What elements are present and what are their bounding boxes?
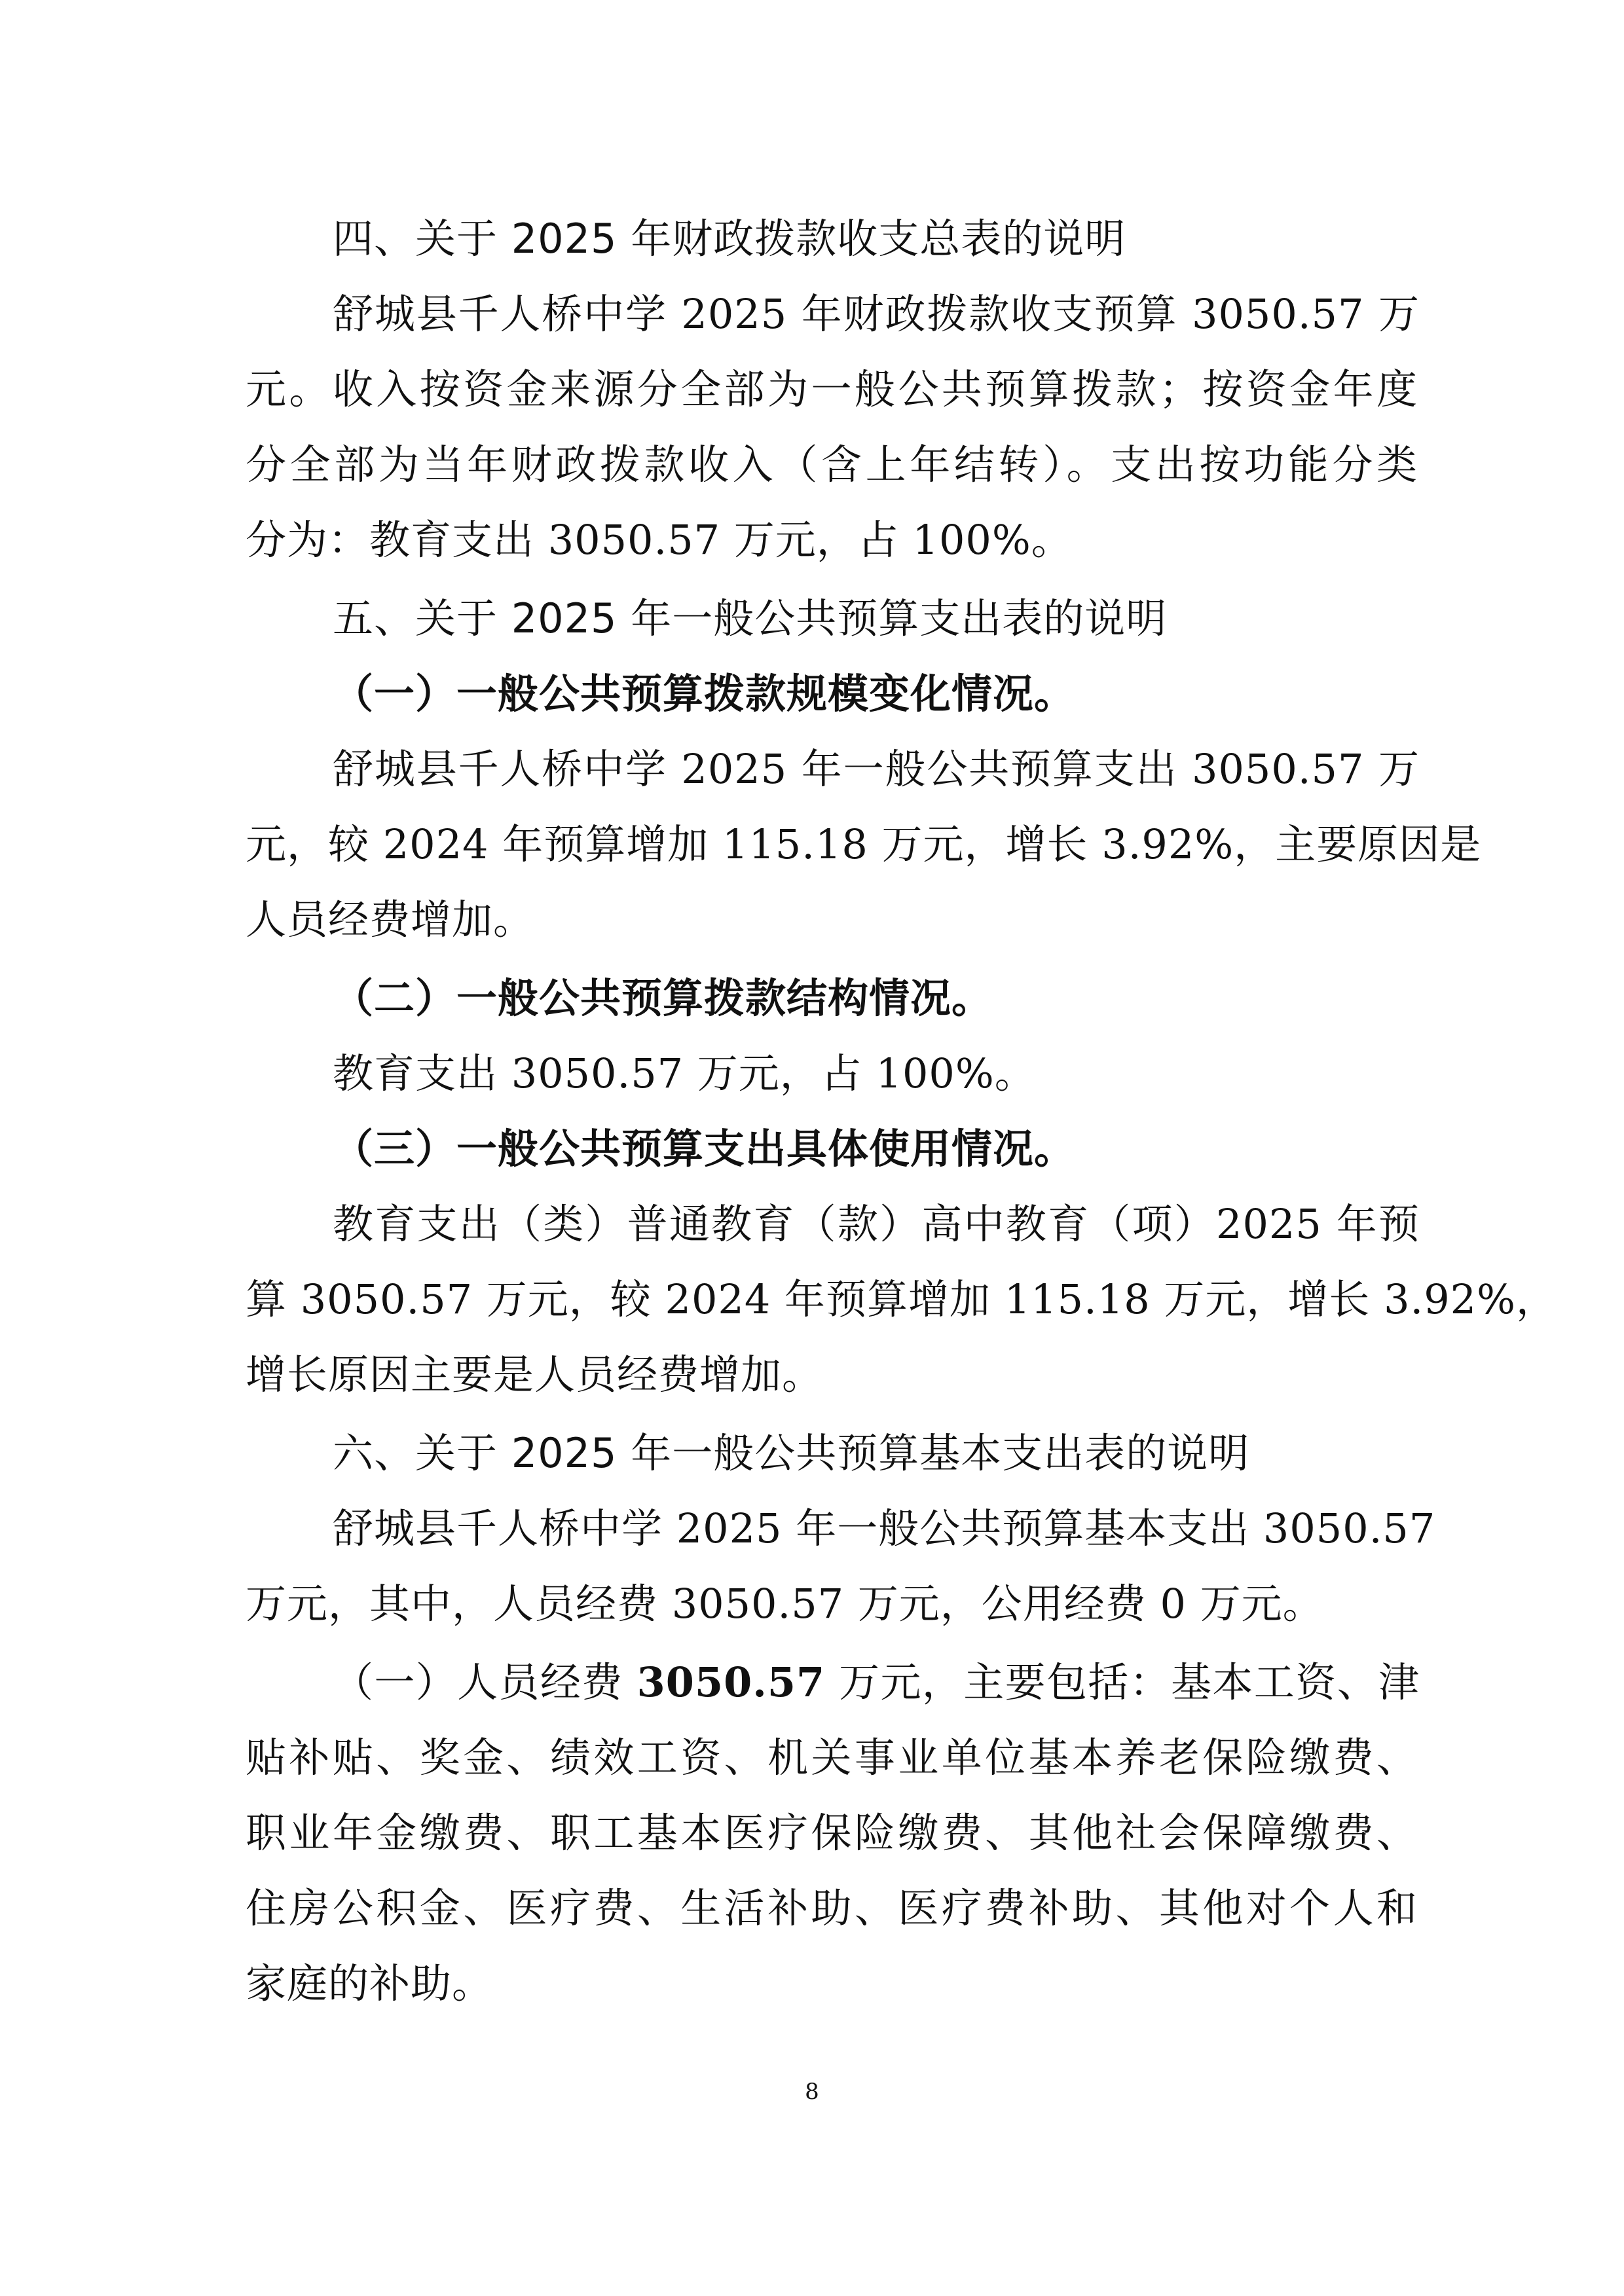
personnel-suffix: 万元，主要包括：基本工资、津 bbox=[825, 1658, 1420, 1706]
personnel-amount: 3050.57 bbox=[637, 1658, 826, 1706]
section5-heading: 五、关于 2025 年一般公共预算支出表的说明 bbox=[333, 594, 1168, 642]
section5-sub3-line-1: 教育支出（类）普通教育（款）高中教育（项）2025 年预 bbox=[333, 1200, 1420, 1248]
section6-heading: 六、关于 2025 年一般公共预算基本支出表的说明 bbox=[333, 1429, 1250, 1477]
section4-line-2: 元。收入按资金来源分全部为一般公共预算拨款；按资金年度 bbox=[246, 365, 1418, 413]
section6-line-2: 万元，其中，人员经费 3050.57 万元，公用经费 0 万元。 bbox=[246, 1580, 1324, 1628]
section5-sub3-title: （三）一般公共预算支出具体使用情况。 bbox=[333, 1125, 1076, 1173]
page-number: 8 bbox=[805, 2079, 819, 2105]
section5-sub2-line-1: 教育支出 3050.57 万元，占 100%。 bbox=[333, 1049, 1036, 1097]
section6-personnel-line-3: 职业年金缴费、职工基本医疗保险缴费、其他社会保障缴费、 bbox=[246, 1809, 1418, 1857]
section5-sub3-line-2: 算 3050.57 万元，较 2024 年预算增加 115.18 万元，增长 3.92%， bbox=[246, 1275, 1558, 1323]
section6-personnel-line-2: 贴补贴、奖金、绩效工资、机关事业单位基本养老保险缴费、 bbox=[246, 1734, 1418, 1781]
section5-sub1-line-3: 人员经费增加。 bbox=[246, 896, 535, 943]
section6-personnel-line-4: 住房公积金、医疗费、生活补助、医疗费补助、其他对个人和 bbox=[246, 1884, 1418, 1932]
section4-heading: 四、关于 2025 年财政拨款收支总表的说明 bbox=[333, 215, 1126, 263]
section5-sub1-line-2: 元，较 2024 年预算增加 115.18 万元，增长 3.92%，主要原因是 bbox=[246, 820, 1482, 868]
section6-line-1: 舒城县千人桥中学 2025 年一般公共预算基本支出 3050.57 bbox=[333, 1504, 1436, 1552]
section4-line-3: 分全部为当年财政拨款收入（含上年结转）。支出按功能分类 bbox=[246, 441, 1418, 488]
section5-sub3-line-3: 增长原因主要是人员经费增加。 bbox=[246, 1351, 824, 1398]
section5-sub2-title: （二）一般公共预算拨款结构情况。 bbox=[333, 974, 993, 1022]
section6-personnel-line-5: 家庭的补助。 bbox=[246, 1959, 494, 2007]
personnel-prefix: （一）人员经费 bbox=[333, 1658, 637, 1706]
section4-line-4: 分为：教育支出 3050.57 万元，占 100%。 bbox=[246, 516, 1073, 564]
section5-sub1-title: （一）一般公共预算拨款规模变化情况。 bbox=[333, 670, 1076, 718]
section6-personnel-line-1 bbox=[333, 1656, 1420, 1709]
section4-line-1: 舒城县千人桥中学 2025 年财政拨款收支预算 3050.57 万 bbox=[333, 290, 1420, 338]
section5-sub1-line-1: 舒城县千人桥中学 2025 年一般公共预算支出 3050.57 万 bbox=[333, 745, 1420, 793]
